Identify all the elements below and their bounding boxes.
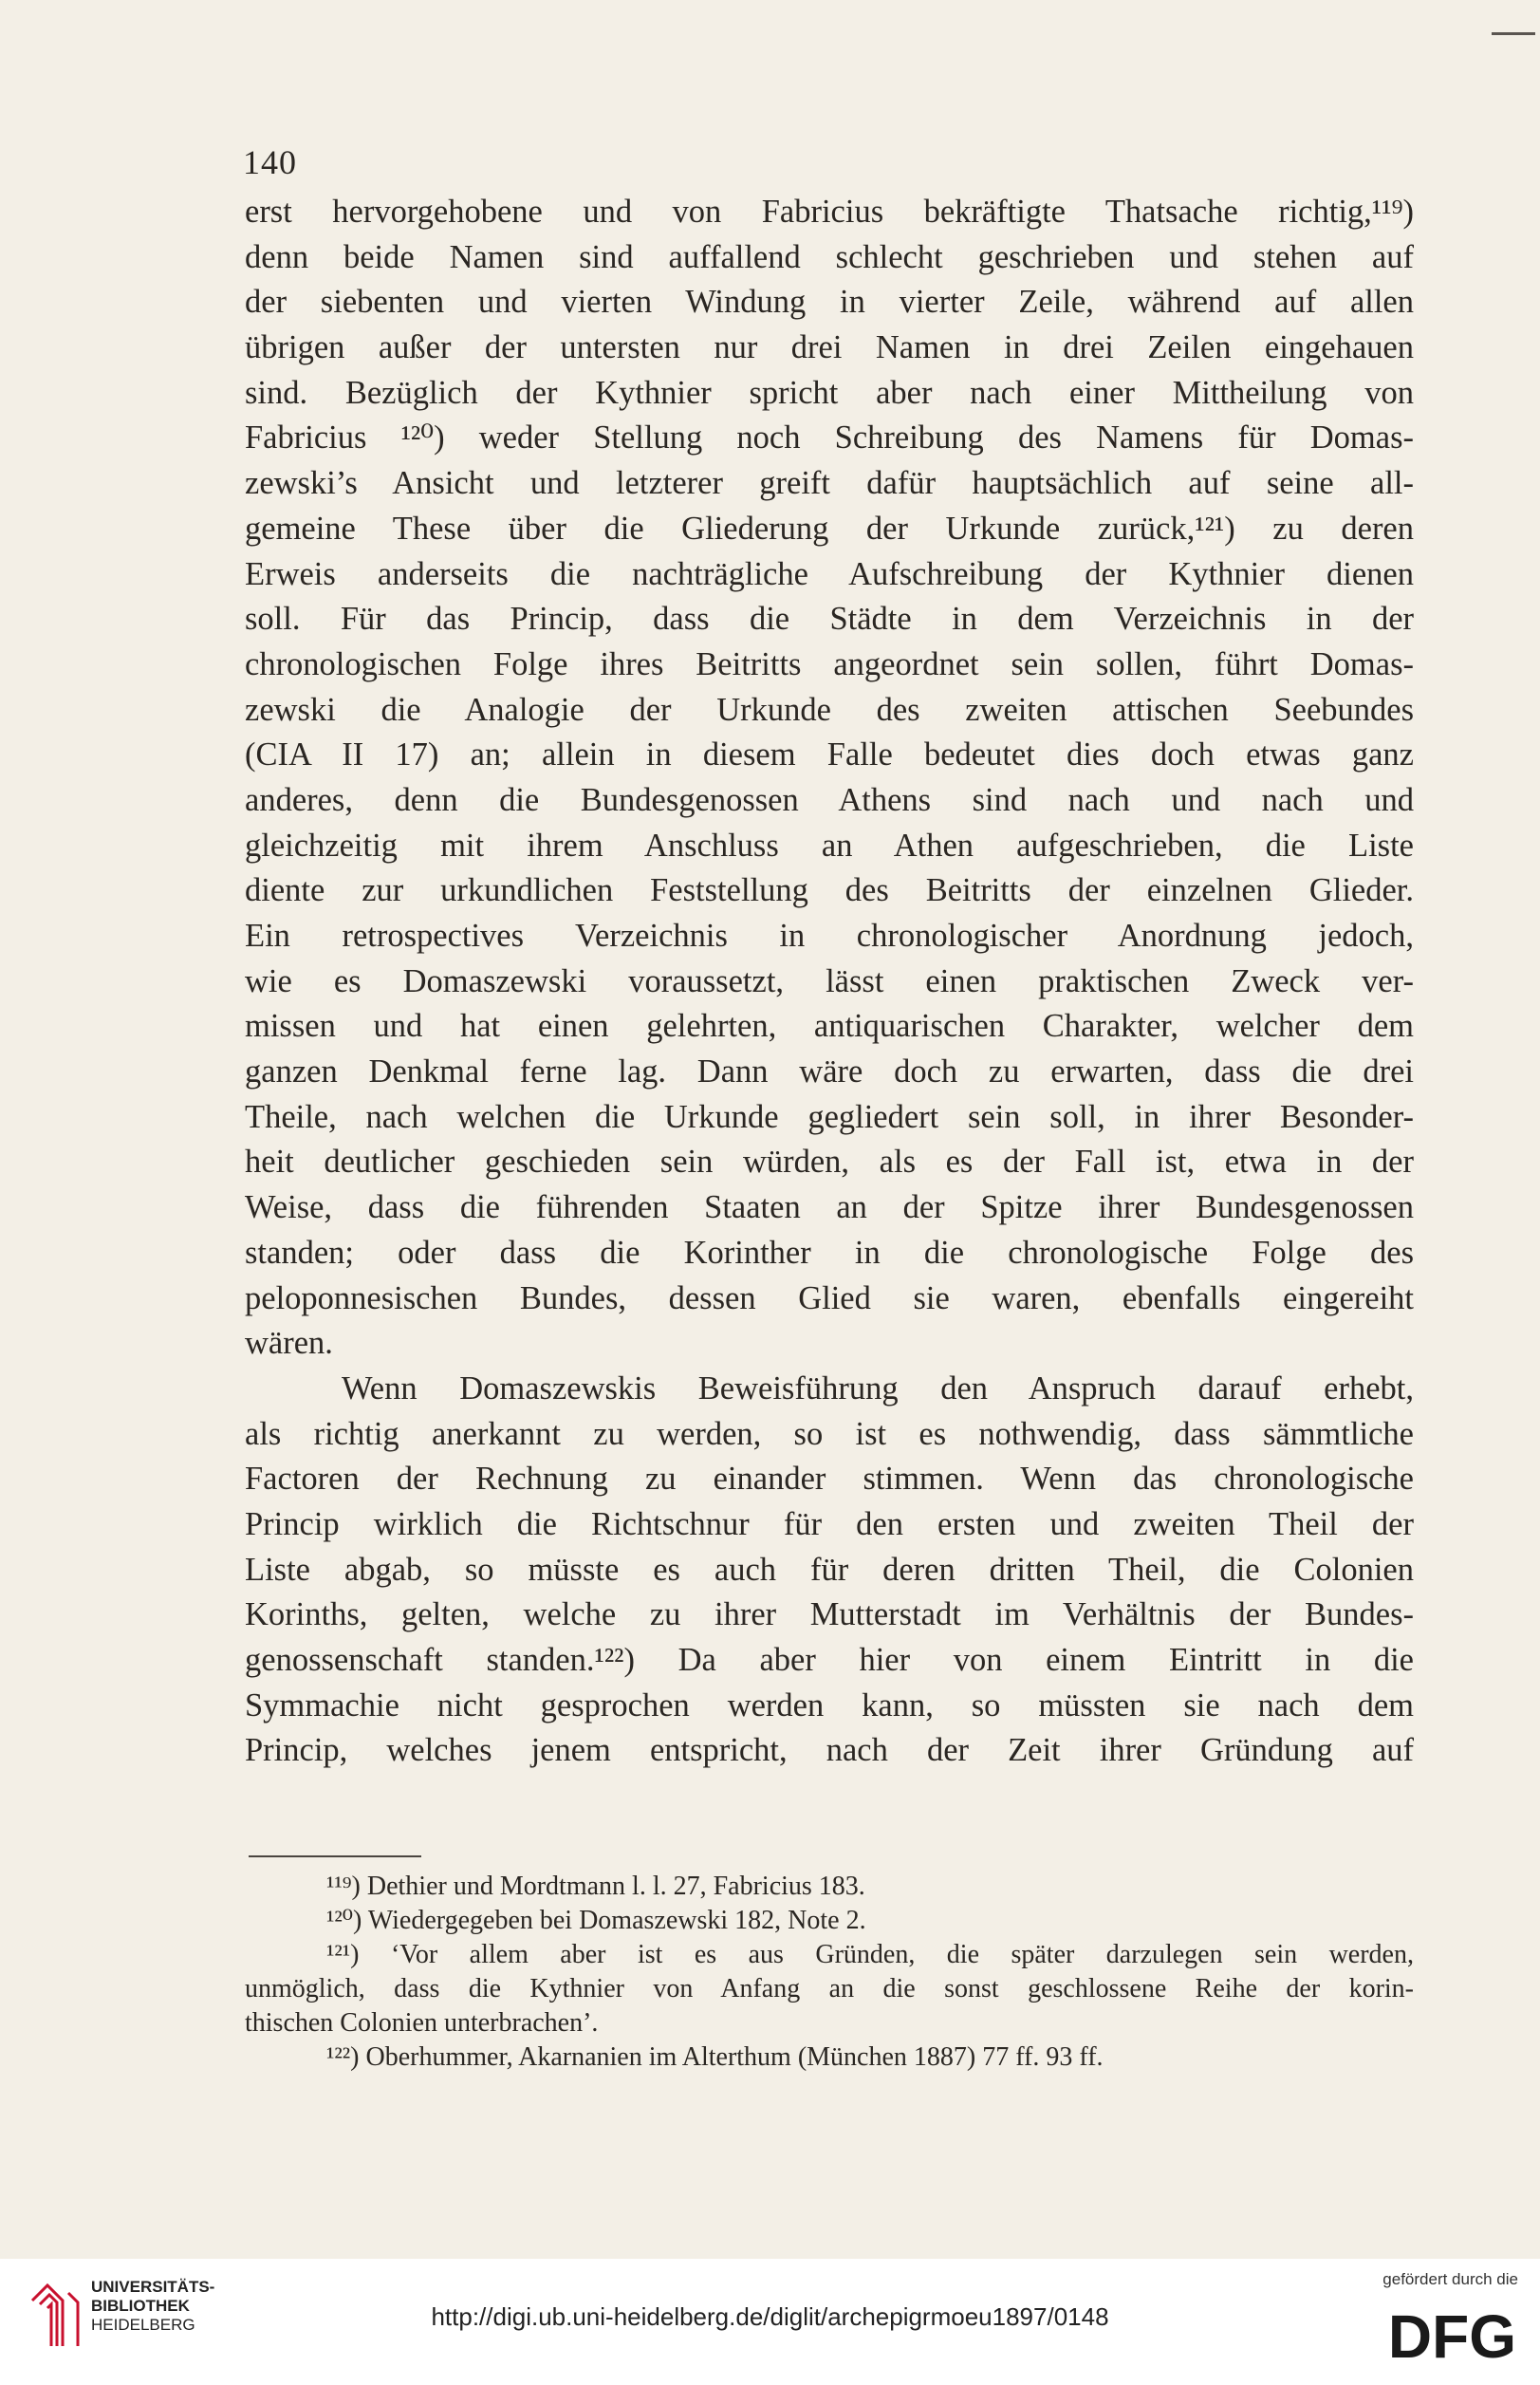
permalink-url[interactable]: http://digi.ub.uni-heidelberg.de/diglit/archepigrmoeu1897/0148: [431, 2302, 1109, 2331]
body-text: [245, 190, 1414, 1774]
dfg-logo-text: DFG: [1387, 2302, 1516, 2367]
text-line: als richtig anerkannt zu werden, so ist es nothwendig, dass sämmtliche: [245, 1415, 1414, 1452]
text-line: zewski die Analogie der Urkunde des zweiten attischen Seebundes: [245, 691, 1414, 728]
library-name-line: BIBLIOTHEK: [91, 2297, 190, 2315]
text-line: Princip, welches jenem entspricht, nach der Zeit ihrer Gründung auf: [245, 1732, 1414, 1769]
text-line: Fabricius ¹²⁰) weder Stellung noch Schreibung des Namens für Domas-: [245, 419, 1414, 457]
text-line: Korinths, gelten, welche zu ihrer Mutterstadt im Verhältnis der Bundes-: [245, 1596, 1414, 1633]
dfg-logo-icon: [1378, 2299, 1520, 2367]
footnote-119: ¹¹⁹) Dethier und Mordtmann l. l. 27, Fabricius 183.: [326, 1872, 865, 1901]
text-line: standen; oder dass die Korinther in die chronologische Folge des: [245, 1234, 1414, 1271]
text-line: genossenschaft standen.¹²²) Da aber hier von einem Eintritt in die: [245, 1642, 1414, 1678]
text-line: anderes, denn die Bundesgenossen Athens sind nach und nach und: [245, 781, 1414, 818]
library-name-line: UNIVERSITÄTS-: [91, 2278, 215, 2296]
text-line: wie es Domaszewski voraussetzt, lässt einen praktischen Zweck ver-: [245, 962, 1414, 999]
text-line: sind. Bezüglich der Kythnier spricht aber nach einer Mittheilung von: [245, 374, 1414, 411]
text-line: ganzen Denkmal ferne lag. Dann wäre doch zu erwarten, dass die drei: [245, 1053, 1414, 1090]
text-line: Liste abgab, so müsste es auch für deren dritten Theil, die Colonien: [245, 1551, 1414, 1588]
scan-edge-mark: [1492, 32, 1535, 35]
footnote-121-cont: thischen Colonien unterbrachen’.: [245, 2008, 599, 2038]
text-line: peloponnesischen Bundes, dessen Glied sie waren, ebenfalls eingereiht: [245, 1279, 1414, 1316]
funding-caption: gefördert durch die: [1382, 2270, 1518, 2288]
text-line: Symmachie nicht gesprochen werden kann, so müssten sie nach dem: [245, 1686, 1414, 1724]
text-line: der siebenten und vierten Windung in vierter Zeile, während auf allen: [245, 284, 1414, 321]
footnote-120: ¹²⁰) Wiedergegeben bei Domaszewski 182, Note 2.: [326, 1906, 866, 1935]
page-number: 140: [243, 143, 297, 181]
text-line: Wenn Domaszewskis Beweisführung den Anspruch darauf erhebt,: [342, 1370, 1414, 1407]
text-line: gemeine These über die Gliederung der Urkunde zurück,¹²¹) zu deren: [245, 510, 1414, 547]
footnote-121: ¹²¹) ‘Vor allem aber ist es aus Gründen, die später darzulegen sein werden,: [326, 1940, 1414, 1969]
text-line: übrigen außer der untersten nur drei Namen in drei Zeilen eingehauen: [245, 329, 1414, 366]
text-line: Erweis anderseits die nachträgliche Aufschreibung der Kythnier dienen: [245, 555, 1414, 592]
text-line: gleichzeitig mit ihrem Anschluss an Athen aufgeschrieben, die Liste: [245, 827, 1414, 864]
text-line: Ein retrospectives Verzeichnis in chronologischer Anordnung jedoch,: [245, 918, 1414, 954]
text-line: denn beide Namen sind auffallend schlecht geschrieben und stehen auf: [245, 238, 1414, 275]
text-line: Princip wirklich die Richtschnur für den ersten und zweiten Theil der: [245, 1505, 1414, 1542]
text-line: (CIA II 17) an; allein in diesem Falle bedeutet dies doch etwas ganz: [245, 736, 1414, 773]
text-line: Weise, dass die führenden Staaten an der Spitze ihrer Bundesgenossen: [245, 1189, 1414, 1226]
footnote-separator: [249, 1855, 421, 1857]
text-line: zewski’s Ansicht und letzterer greift dafür hauptsächlich auf seine all-: [245, 465, 1414, 502]
library-name-line: HEIDELBERG: [91, 2316, 195, 2334]
text-line: erst hervorgehobene und von Fabricius bekräftigte Thatsache richtig,¹¹⁹): [245, 194, 1414, 230]
footnote-122: ¹²²) Oberhummer, Akarnanien im Alterthum (München 1887) 77 ff. 93 ff.: [326, 2042, 1104, 2072]
text-line: diente zur urkundlichen Feststellung des Beitritts der einzelnen Glieder.: [245, 872, 1414, 909]
text-line: Theile, nach welchen die Urkunde gegliedert sein soll, in ihrer Besonder-: [245, 1098, 1414, 1135]
text-line: Factoren der Rechnung zu einander stimmen. Wenn das chronologische: [245, 1461, 1414, 1498]
footnotes: [245, 1870, 1414, 2075]
text-line: chronologischen Folge ihres Beitritts angeordnet sein sollen, führt Domas-: [245, 645, 1414, 682]
text-line: wären.: [245, 1325, 333, 1362]
text-line: heit deutlicher geschieden sein würden, als es der Fall ist, etwa in der: [245, 1144, 1414, 1181]
footnote-121-cont: unmöglich, dass die Kythnier von Anfang an die sonst geschlossene Reihe der korin-: [245, 1974, 1414, 2003]
text-line: soll. Für das Princip, dass die Städte in dem Verzeichnis in der: [245, 601, 1414, 638]
text-line: missen und hat einen gelehrten, antiquarischen Charakter, welcher dem: [245, 1008, 1414, 1045]
